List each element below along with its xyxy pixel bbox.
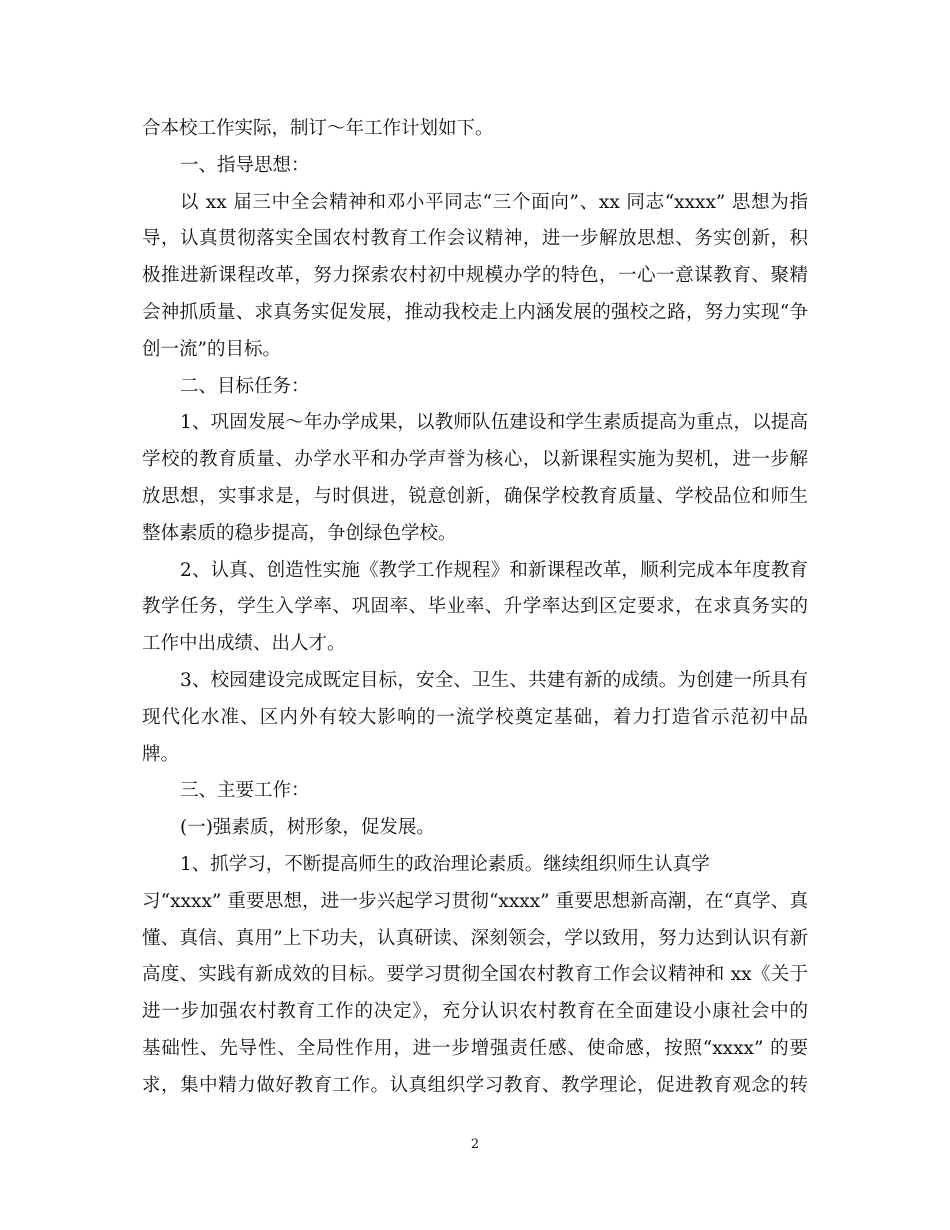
text-line: 习“xxxx” 重要思想，进一步兴起学习贯彻“xxxx” 重要思想新高潮，在“真学、真 bbox=[142, 890, 808, 912]
text-line: 基础性、先导性、全局性作用，进一步增强责任感、使命感，按照“xxxx” 的要 bbox=[142, 1037, 808, 1059]
text-line: 创一流”的目标。 bbox=[142, 338, 281, 360]
text-line: 牌。 bbox=[142, 743, 180, 765]
text-line: 会神抓质量、求真务实促发展，推动我校走上内涵发展的强校之路，努力实现“争 bbox=[142, 301, 808, 323]
text-line: 三、主要工作： bbox=[180, 780, 310, 802]
text-line: 2、认真、创造性实施《教学工作规程》和新课程改革，顺利完成本年度教育 bbox=[180, 559, 808, 581]
text-line: 以 xx 届三中全会精神和邓小平同志“三个面向”、xx 同志“xxxx” 思想为指 bbox=[180, 191, 808, 213]
text-line: 整体素质的稳步提高，争创绿色学校。 bbox=[142, 522, 457, 544]
text-line: 1、巩固发展～年办学成果，以教师队伍建设和学生素质提高为重点，以提高 bbox=[180, 412, 808, 434]
text-line: 合本校工作实际，制订～年工作计划如下。 bbox=[142, 118, 494, 139]
text-line: 教学任务，学生入学率、巩固率、毕业率、升学率达到区定要求，在求真务实的 bbox=[142, 596, 808, 618]
text-line: 求，集中精力做好教育工作。认真组织学习教育、教学理论，促进教育观念的转 bbox=[142, 1074, 808, 1096]
text-line: 工作中出成绩、出人才。 bbox=[142, 633, 346, 655]
text-line: 极推进新课程改革，努力探索农村初中规模办学的特色，一心一意谋教育、聚精 bbox=[142, 265, 808, 287]
text-line: 学校的教育质量、办学水平和办学声誉为核心，以新课程实施为契机，进一步解 bbox=[142, 449, 808, 471]
text-line: 进一步加强农村教育工作的决定》，充分认识农村教育在全面建设小康社会中的 bbox=[142, 1001, 808, 1023]
text-line: 高度、实践有新成效的目标。要学习贯彻全国农村教育工作会议精神和 xx《关于 bbox=[142, 964, 808, 986]
text-line: 二、目标任务： bbox=[180, 375, 310, 397]
body-text bbox=[142, 111, 808, 1105]
text-line: 放思想，实事求是，与时俱进，锐意创新，确保学校教育质量、学校品位和师生 bbox=[142, 485, 808, 507]
text-line: 1、抓学习，不断提高师生的政治理论素质。继续组织师生认真学 bbox=[180, 853, 710, 875]
page-number: 2 bbox=[470, 1137, 480, 1152]
text-line: 懂、真信、真用”上下功夫，认真研读、深刻领会，学以致用，努力达到认识有新 bbox=[142, 927, 808, 949]
text-line: 现代化水准、区内外有较大影响的一流学校奠定基础，着力打造省示范初中品 bbox=[142, 706, 808, 728]
text-line: (一)强素质，树形象，促发展。 bbox=[180, 817, 435, 839]
text-line: 导，认真贯彻落实全国农村教育工作会议精神，进一步解放思想、务实创新，积 bbox=[142, 228, 808, 250]
text-line: 3、校园建设完成既定目标，安全、卫生、共建有新的成绩。为创建一所具有 bbox=[180, 669, 808, 691]
text-line: 一、指导思想： bbox=[180, 154, 310, 176]
